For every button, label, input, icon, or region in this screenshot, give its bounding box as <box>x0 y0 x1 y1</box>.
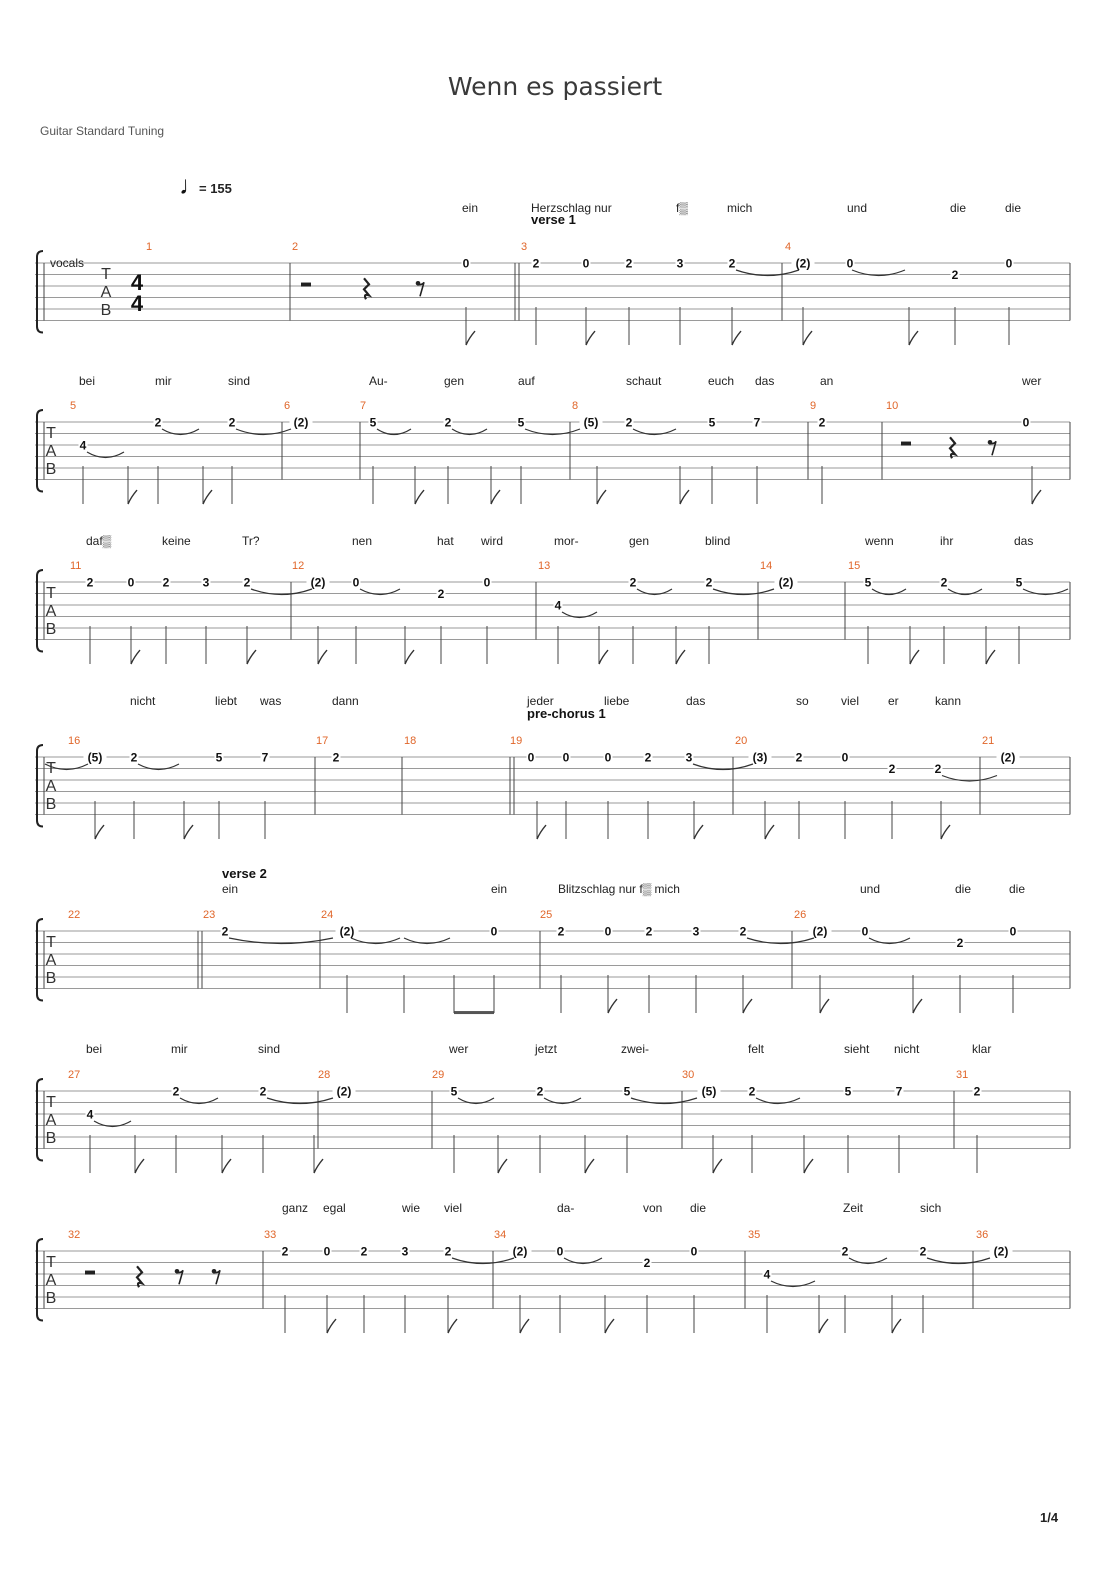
lyric-syllable: liebe <box>604 694 630 708</box>
fret-number: 2 <box>444 415 452 430</box>
measure-number: 32 <box>68 1229 81 1241</box>
eighth-flag <box>405 650 414 664</box>
measure-number: 7 <box>360 400 367 412</box>
fret-number: (5) <box>87 750 103 765</box>
tab-clef-letter: T <box>46 425 56 442</box>
measure-number: 21 <box>982 735 995 747</box>
fret-number: 0 <box>127 575 135 590</box>
fret-number: 0 <box>846 256 854 271</box>
fret-number: 2 <box>243 575 251 590</box>
eighth-flag <box>128 490 137 504</box>
lyric-syllable: wer <box>1022 374 1042 388</box>
section-label: verse 1 <box>531 212 576 227</box>
measure-number: 6 <box>284 400 291 412</box>
lyric-syllable: daf▒ <box>86 534 112 548</box>
lyric-syllable: euch <box>708 374 735 388</box>
eighth-flag <box>314 1159 323 1173</box>
eighth-flag <box>804 1159 813 1173</box>
eighth-flag <box>448 1319 457 1333</box>
eighth-flag <box>184 825 193 839</box>
measure-number: 18 <box>404 735 417 747</box>
tuning-label: Guitar Standard Tuning <box>40 124 165 138</box>
fret-number: 2 <box>728 256 736 271</box>
fret-number: 2 <box>444 1244 452 1259</box>
tab-clef-letter: B <box>45 970 57 987</box>
measure-number: 14 <box>760 560 773 572</box>
lyric-syllable: bei <box>79 374 96 388</box>
eighth-flag <box>318 650 327 664</box>
lyric-syllable: gen <box>629 534 650 548</box>
fret-number: 2 <box>645 924 653 939</box>
eighth-flag <box>910 650 919 664</box>
lyric-syllable: ein <box>491 882 508 896</box>
fret-number: 2 <box>437 587 445 601</box>
tab-clef-letter: B <box>45 461 57 478</box>
fret-number: 2 <box>625 415 633 430</box>
instrument-label: vocals <box>50 256 85 270</box>
eighth-flag <box>892 1319 901 1333</box>
time-signature-top: 4 <box>130 270 144 295</box>
fret-number: 0 <box>462 256 470 271</box>
lyric-syllable: bei <box>86 1042 103 1056</box>
lyric-syllable: gen <box>444 374 465 388</box>
fret-number: 0 <box>1005 256 1013 271</box>
lyric-syllable: sind <box>228 374 251 388</box>
fret-number: (5) <box>701 1084 717 1099</box>
half-rest <box>85 1271 95 1275</box>
measure-number: 28 <box>318 1069 331 1081</box>
measure-number: 9 <box>810 400 817 412</box>
lyric-syllable: von <box>643 1201 663 1215</box>
fret-number: 7 <box>753 415 761 430</box>
lyric-syllable: das <box>755 374 775 388</box>
eighth-flag <box>135 1159 144 1173</box>
tab-clef-letter: B <box>45 1290 57 1307</box>
measure-number: 2 <box>292 241 299 253</box>
fret-number: (2) <box>339 924 355 939</box>
eighth-flag <box>491 490 500 504</box>
eighth-flag <box>520 1319 529 1333</box>
tab-clef-letter: A <box>100 284 112 301</box>
fret-number: (2) <box>512 1244 528 1259</box>
lyric-syllable: das <box>1014 534 1034 548</box>
fret-number: (5) <box>583 415 599 430</box>
lyric-syllable: blind <box>705 534 731 548</box>
lyric-syllable: mich <box>727 201 753 215</box>
eighth-flag <box>605 1319 614 1333</box>
fret-number: 5 <box>215 750 223 765</box>
fret-number: 2 <box>532 256 540 271</box>
eighth-flag <box>597 490 606 504</box>
fret-number: (2) <box>795 256 811 271</box>
eighth-flag <box>222 1159 231 1173</box>
fret-number: 0 <box>861 924 869 939</box>
lyric-syllable: kann <box>935 694 962 708</box>
eighth-flag <box>765 825 774 839</box>
lyric-syllable: das <box>686 694 706 708</box>
fret-number: 2 <box>951 268 959 282</box>
lyric-syllable: die <box>1005 201 1022 215</box>
fret-number: (2) <box>812 924 828 939</box>
fret-number: 2 <box>154 415 162 430</box>
measure-number: 4 <box>785 241 792 253</box>
note-beam <box>454 1011 494 1014</box>
lyric-syllable: jeder <box>527 694 554 708</box>
fret-number: 5 <box>623 1084 631 1099</box>
eighth-flag <box>913 999 922 1013</box>
lyric-syllable: nicht <box>894 1042 920 1056</box>
fret-number: (2) <box>993 1244 1009 1259</box>
lyric-syllable: viel <box>841 694 860 708</box>
measure-number: 31 <box>956 1069 969 1081</box>
eighth-flag <box>327 1319 336 1333</box>
lyric-syllable: nicht <box>130 694 156 708</box>
fret-number: 5 <box>708 415 716 430</box>
fret-number: 2 <box>130 750 138 765</box>
lyric-syllable: ein <box>222 882 239 896</box>
eighth-flag <box>585 1159 594 1173</box>
fret-number: 5 <box>864 575 872 590</box>
half-rest <box>901 442 911 446</box>
fret-number: 0 <box>582 256 590 271</box>
eighth-flag <box>131 650 140 664</box>
song-title: Wenn es passiert <box>447 72 663 101</box>
eighth-flag <box>694 825 703 839</box>
measure-number: 23 <box>203 909 216 921</box>
fret-number: 2 <box>888 762 896 776</box>
eighth-flag <box>732 331 741 345</box>
fret-number: 2 <box>629 575 637 590</box>
fret-number: 0 <box>323 1244 331 1259</box>
fret-number: 2 <box>259 1084 267 1099</box>
fret-number: (2) <box>1000 750 1016 765</box>
fret-number: 5 <box>369 415 377 430</box>
lyric-syllable: sind <box>258 1042 281 1056</box>
tab-clef-letter: T <box>46 934 56 951</box>
lyric-syllable: jetzt <box>535 1042 558 1056</box>
fret-number: 2 <box>919 1244 927 1259</box>
lyric-syllable: ganz <box>282 1201 309 1215</box>
fret-number: 5 <box>517 415 525 430</box>
lyric-syllable: die <box>1009 882 1026 896</box>
fret-number: 0 <box>556 1244 564 1259</box>
tempo-marking: = 155 <box>199 181 232 196</box>
lyric-syllable: er <box>888 694 899 708</box>
quarter-rest <box>950 437 955 458</box>
eighth-flag <box>95 825 104 839</box>
tab-clef-letter: A <box>45 778 57 795</box>
eighth-flag <box>498 1159 507 1173</box>
lyric-syllable: felt <box>748 1042 765 1056</box>
fret-number: 0 <box>841 750 849 765</box>
measure-number: 27 <box>68 1069 81 1081</box>
lyric-syllable: die <box>950 201 967 215</box>
fret-number: 2 <box>281 1244 289 1259</box>
measure-number: 22 <box>68 909 81 921</box>
fret-number: 2 <box>940 575 948 590</box>
eighth-flag <box>909 331 918 345</box>
lyric-syllable: und <box>847 201 868 215</box>
fret-number: 3 <box>685 750 693 765</box>
lyric-syllable: mir <box>171 1042 188 1056</box>
fret-number: 3 <box>676 256 684 271</box>
lyric-syllable: ihr <box>940 534 954 548</box>
tab-clef-letter: T <box>46 1094 56 1111</box>
lyric-syllable: viel <box>444 1201 463 1215</box>
fret-number: 2 <box>934 762 942 776</box>
eighth-flag <box>676 650 685 664</box>
lyric-syllable: wer <box>449 1042 469 1056</box>
eighth-flag <box>713 1159 722 1173</box>
eighth-flag <box>608 999 617 1013</box>
measure-number: 1 <box>146 241 153 253</box>
eighth-flag <box>680 490 689 504</box>
tab-clef-letter: B <box>45 796 57 813</box>
lyric-syllable: egal <box>323 1201 346 1215</box>
lyric-syllable: die <box>955 882 972 896</box>
fret-number: (2) <box>293 415 309 430</box>
measure-number: 16 <box>68 735 81 747</box>
page-number: 1/4 <box>1040 1510 1059 1525</box>
lyric-syllable: Blitzschlag nur f▒ mich <box>558 882 680 896</box>
lyric-syllable: dann <box>332 694 359 708</box>
lyric-syllable: nen <box>352 534 373 548</box>
measure-number: 34 <box>494 1229 507 1241</box>
eighth-flag <box>820 999 829 1013</box>
lyric-syllable: die <box>690 1201 707 1215</box>
tab-clef-letter: A <box>45 603 57 620</box>
measure-number: 26 <box>794 909 807 921</box>
fret-number: 2 <box>228 415 236 430</box>
lyric-syllable: zwei- <box>621 1042 650 1056</box>
half-rest <box>301 283 311 287</box>
tab-clef-letter: A <box>45 1112 57 1129</box>
fret-number: 4 <box>554 598 562 613</box>
lyric-syllable: klar <box>972 1042 992 1056</box>
fret-number: 2 <box>973 1084 981 1099</box>
fret-number: 0 <box>604 750 612 765</box>
lyric-syllable: f▒ <box>676 201 688 215</box>
fret-number: 2 <box>705 575 713 590</box>
eighth-rest <box>214 1270 220 1284</box>
measure-number: 11 <box>70 560 82 572</box>
lyric-syllable: wie <box>402 1201 421 1215</box>
fret-number: 0 <box>604 924 612 939</box>
tab-clef-letter: B <box>45 1130 57 1147</box>
quarter-rest <box>137 1266 142 1287</box>
measure-number: 25 <box>540 909 553 921</box>
fret-number: 2 <box>956 936 964 950</box>
fret-number: 0 <box>352 575 360 590</box>
fret-number: 2 <box>536 1084 544 1099</box>
fret-number: (2) <box>778 575 794 590</box>
lyric-syllable: keine <box>162 534 191 548</box>
measure-number: 30 <box>682 1069 695 1081</box>
lyric-syllable: mir <box>155 374 172 388</box>
fret-number: 4 <box>79 438 87 453</box>
fret-number: 2 <box>739 924 747 939</box>
lyric-syllable: Tr? <box>242 534 260 548</box>
tab-clef-letter: A <box>45 443 57 460</box>
measure-number: 8 <box>572 400 579 412</box>
fret-number: 2 <box>644 750 652 765</box>
fret-number: 2 <box>818 415 826 430</box>
lyric-syllable: und <box>860 882 881 896</box>
lyric-syllable: hat <box>437 534 454 548</box>
measure-number: 24 <box>321 909 334 921</box>
lyric-syllable: Zeit <box>843 1201 864 1215</box>
fret-number: 7 <box>261 750 269 765</box>
lyric-syllable: schaut <box>626 374 662 388</box>
lyric-syllable: Herzschlag nur <box>531 201 612 215</box>
eighth-rest <box>418 282 424 296</box>
quarter-rest <box>364 278 369 299</box>
lyric-syllable: mor- <box>554 534 579 548</box>
fret-number: 0 <box>490 924 498 939</box>
fret-number: 0 <box>1009 924 1017 939</box>
lyric-syllable: auf <box>518 374 535 388</box>
eighth-flag <box>537 825 546 839</box>
measure-number: 36 <box>976 1229 989 1241</box>
eighth-flag <box>819 1319 828 1333</box>
section-label: verse 2 <box>222 866 267 881</box>
lyric-syllable: so <box>796 694 809 708</box>
fret-number: 2 <box>557 924 565 939</box>
eighth-flag <box>986 650 995 664</box>
measure-number: 20 <box>735 735 748 747</box>
fret-number: 4 <box>86 1107 94 1122</box>
fret-number: 3 <box>692 924 700 939</box>
measure-number: 33 <box>264 1229 277 1241</box>
measure-number: 19 <box>510 735 523 747</box>
lyric-syllable: da- <box>557 1201 575 1215</box>
section-label: pre-chorus 1 <box>527 706 606 721</box>
eighth-rest <box>177 1270 183 1284</box>
tempo-note-icon: ♩ <box>179 170 205 200</box>
fret-number: 0 <box>483 575 491 590</box>
lyric-syllable: ein <box>462 201 479 215</box>
measure-number: 17 <box>316 735 329 747</box>
fret-number: 2 <box>643 1256 651 1270</box>
lyric-syllable: sieht <box>844 1042 870 1056</box>
fret-number: 0 <box>562 750 570 765</box>
fret-number: (2) <box>310 575 326 590</box>
measure-number: 29 <box>432 1069 445 1081</box>
fret-number: 2 <box>86 575 94 590</box>
measure-number: 15 <box>848 560 861 572</box>
fret-number: 4 <box>763 1267 771 1282</box>
measure-number: 13 <box>538 560 551 572</box>
lyric-syllable: Au- <box>369 374 388 388</box>
eighth-flag <box>941 825 950 839</box>
tab-clef-letter: T <box>46 585 56 602</box>
tab-clef-letter: B <box>45 621 57 638</box>
fret-number: 5 <box>844 1084 852 1099</box>
fret-number: 2 <box>221 924 229 939</box>
fret-number: 0 <box>690 1244 698 1259</box>
measure-number: 10 <box>886 400 899 412</box>
lyric-syllable: was <box>260 694 282 708</box>
measure-number: 35 <box>748 1229 761 1241</box>
tab-clef-letter: T <box>101 266 111 283</box>
lyric-syllable: wird <box>481 534 504 548</box>
fret-number: 3 <box>202 575 210 590</box>
tab-clef-letter: B <box>100 302 112 319</box>
fret-number: 0 <box>527 750 535 765</box>
fret-number: 7 <box>895 1084 903 1099</box>
eighth-rest <box>990 441 996 455</box>
tab-clef-letter: A <box>45 952 57 969</box>
fret-number: 2 <box>748 1084 756 1099</box>
eighth-flag <box>1032 490 1041 504</box>
eighth-flag <box>599 650 608 664</box>
tab-clef-letter: A <box>45 1272 57 1289</box>
tab-clef-letter: T <box>46 760 56 777</box>
fret-number: 2 <box>332 750 340 765</box>
fret-number: 0 <box>1022 415 1030 430</box>
measure-number: 3 <box>521 241 528 253</box>
lyric-syllable: wenn <box>865 534 894 548</box>
eighth-flag <box>586 331 595 345</box>
eighth-flag <box>415 490 424 504</box>
fret-number: 5 <box>1015 575 1023 590</box>
fret-number: 2 <box>795 750 803 765</box>
fret-number: 2 <box>360 1244 368 1259</box>
lyric-syllable: liebt <box>215 694 238 708</box>
fret-number: 2 <box>162 575 170 590</box>
tab-clef-letter: T <box>46 1254 56 1271</box>
eighth-flag <box>803 331 812 345</box>
eighth-flag <box>466 331 475 345</box>
fret-number: 2 <box>625 256 633 271</box>
fret-number: 5 <box>450 1084 458 1099</box>
lyric-syllable: sich <box>920 1201 942 1215</box>
eighth-flag <box>203 490 212 504</box>
measure-number: 12 <box>292 560 305 572</box>
measure-number: 5 <box>70 400 77 412</box>
fret-number: (3) <box>752 750 768 765</box>
fret-number: (2) <box>336 1084 352 1099</box>
fret-number: 3 <box>401 1244 409 1259</box>
eighth-flag <box>743 999 752 1013</box>
lyric-syllable: an <box>820 374 834 388</box>
time-signature-bottom: 4 <box>130 291 144 316</box>
fret-number: 2 <box>841 1244 849 1259</box>
fret-number: 2 <box>172 1084 180 1099</box>
eighth-flag <box>247 650 256 664</box>
